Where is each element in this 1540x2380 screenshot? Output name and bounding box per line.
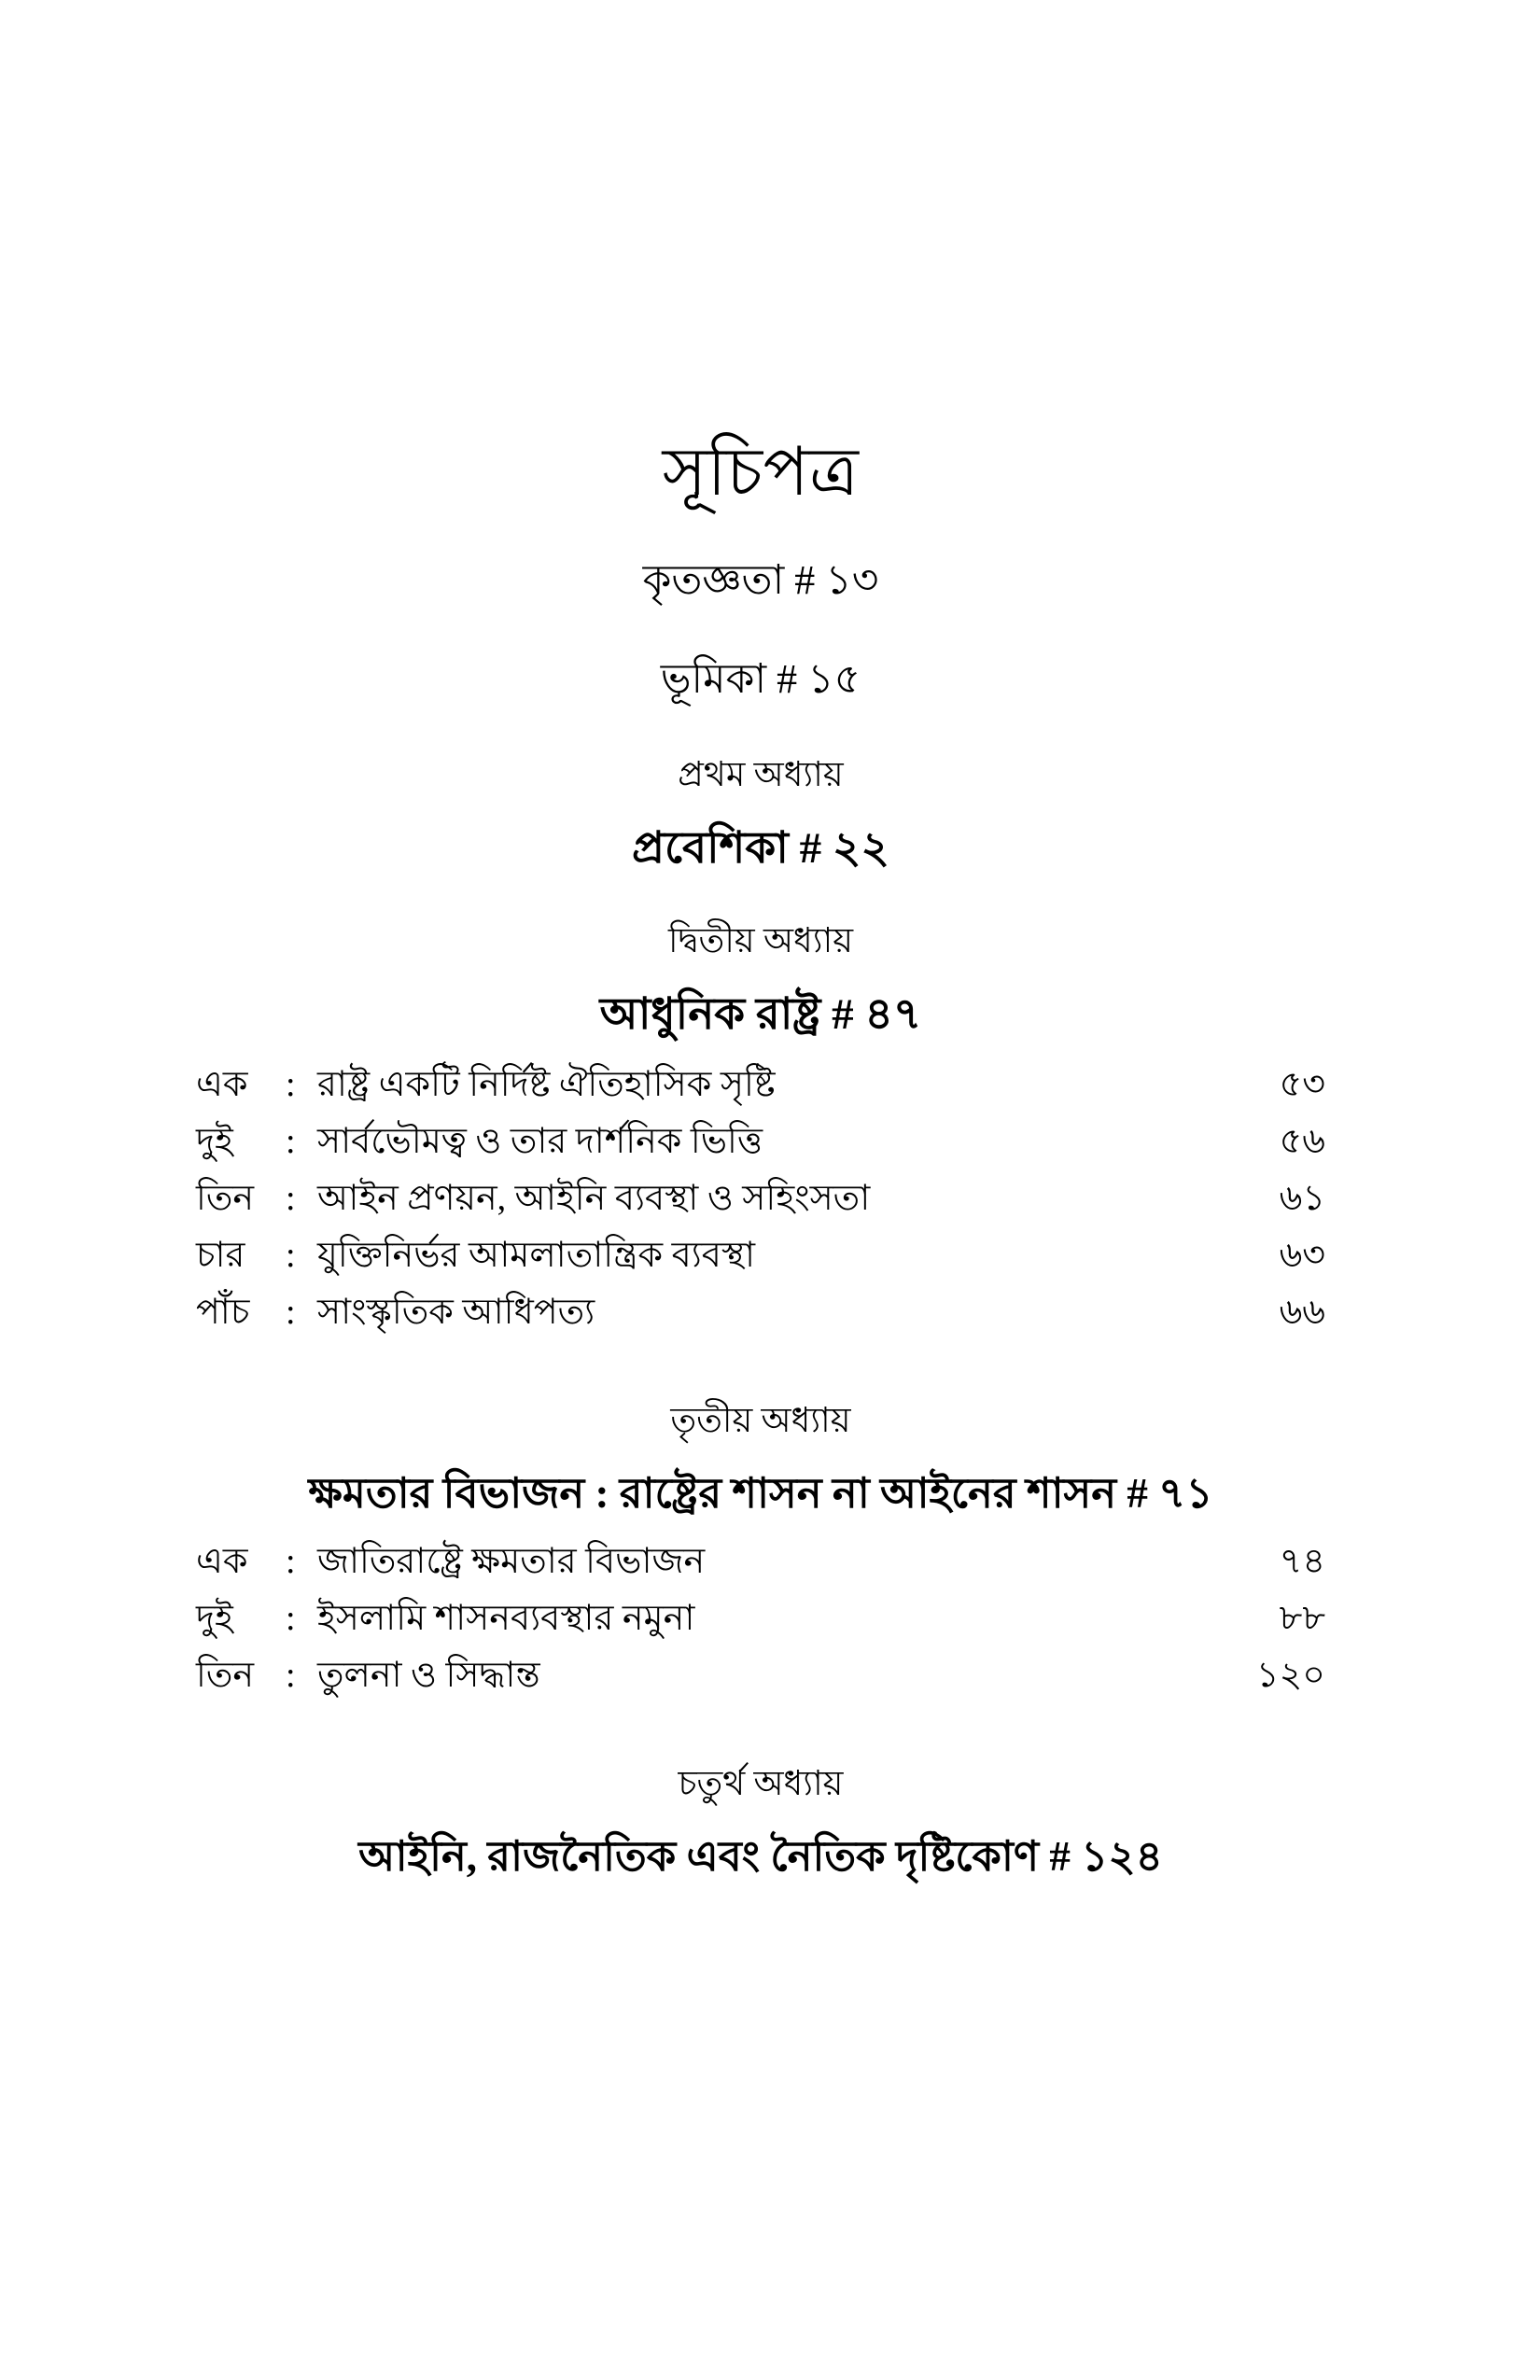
toc-item-colon: :	[286, 1178, 296, 1218]
toc-item-title: ইসলামি শাসনব্যবস্থার নমুনা	[317, 1598, 695, 1638]
toc-content	[196, 435, 1325, 1907]
toc-item-number: এক	[196, 1541, 248, 1581]
toc-item-title: সাংস্কৃতিক আধিপত্য	[317, 1292, 595, 1332]
front-matter-acknowledgements: কৃতজ্ঞতা # ১৩	[642, 557, 879, 603]
chapter-label-1: প্রথম অধ্যায়	[678, 756, 844, 794]
toc-item-number: চার	[196, 1235, 245, 1275]
toc-item-page: ৬৬	[1279, 1292, 1325, 1332]
chapter-label-3: তৃতীয় অধ্যায়	[670, 1401, 851, 1440]
chapter-block-1	[196, 758, 1325, 872]
spacer-3	[196, 1715, 1325, 1767]
toc-row[interactable]	[196, 1064, 1325, 1104]
toc-item-page: ৮৮	[1279, 1598, 1325, 1638]
toc-item-colon: :	[286, 1655, 296, 1695]
toc-item-page: ৬১	[1279, 1178, 1325, 1218]
toc-item-title: আইন প্রণয়ন, আইনি ব্যবস্থা ও সহিংসতা	[317, 1178, 871, 1218]
chapter-title-1: প্রবেশিকা # ২২	[631, 824, 889, 873]
toc-item-colon: :	[286, 1064, 296, 1104]
toc-item-colon: :	[286, 1292, 296, 1332]
toc-item-title: জাতিরাষ্ট্রে ক্ষমতার বিভাজন	[317, 1541, 706, 1581]
chapter-block-2	[196, 922, 1325, 1332]
toc-item-number: তিন	[196, 1655, 255, 1695]
toc-item-title: যুক্তিনির্ভর আমলাতান্ত্রিক ব্যবস্থা	[317, 1235, 756, 1275]
toc-item-title: রাষ্ট্র একটি নির্দিষ্ট ঐতিহাসিক সৃষ্টি	[317, 1064, 776, 1104]
toc-row[interactable]	[196, 1598, 1325, 1638]
toc-item-colon: :	[286, 1598, 296, 1638]
chapter-title-4: আইনি, রাজনৈতিক এবং নৈতিক দৃষ্টিকোণ # ১২৪	[358, 1832, 1163, 1880]
toc-row[interactable]	[196, 1178, 1325, 1218]
page-title: সূচিপত্র	[662, 435, 860, 510]
chapter-title-3: ক্ষমতার বিভাজন : রাষ্ট্রের শাসন না আইনের শাসন # ৭১	[308, 1469, 1213, 1517]
toc-row[interactable]	[196, 1235, 1325, 1275]
toc-item-number: তিন	[196, 1178, 255, 1218]
toc-item-page: ৫৬	[1279, 1121, 1325, 1161]
toc-item-page: ৭৪	[1279, 1541, 1325, 1581]
toc-row[interactable]	[196, 1655, 1325, 1695]
chapter-label-2: দ্বিতীয় অধ্যায়	[667, 922, 853, 961]
spacer-1	[196, 900, 1325, 924]
toc-item-number: দুই	[196, 1598, 233, 1638]
toc-list-chapter-2	[196, 1064, 1325, 1332]
toc-item-page: ৬৩	[1279, 1235, 1325, 1275]
toc-item-number: দুই	[196, 1121, 233, 1161]
toc-item-page: ৫৩	[1279, 1064, 1325, 1104]
chapter-label-4: চতুর্থ অধ্যায়	[678, 1764, 844, 1803]
chapter-block-3	[196, 1401, 1325, 1695]
toc-row[interactable]	[196, 1121, 1325, 1161]
toc-item-number: এক	[196, 1064, 248, 1104]
toc-item-colon: :	[286, 1121, 296, 1161]
toc-row[interactable]	[196, 1541, 1325, 1581]
toc-item-title: তুলনা ও সিদ্ধান্ত	[317, 1655, 540, 1695]
front-matter-introduction: ভূমিকা # ১৫	[660, 656, 861, 702]
toc-item-page: ১২০	[1255, 1655, 1325, 1695]
toc-item-title: সার্বভৌমত্ব ও তার দার্শনিক ভিত্তি	[317, 1121, 763, 1161]
toc-list-chapter-3	[196, 1541, 1325, 1695]
chapter-block-4	[196, 1764, 1325, 1880]
toc-item-colon: :	[286, 1235, 296, 1275]
chapter-title-2: আধুনিক রাষ্ট্র # ৪৭	[599, 990, 922, 1040]
spacer-2	[196, 1351, 1325, 1404]
toc-item-number: পাঁচ	[196, 1292, 250, 1332]
toc-item-colon: :	[286, 1541, 296, 1581]
toc-row[interactable]	[196, 1292, 1325, 1332]
